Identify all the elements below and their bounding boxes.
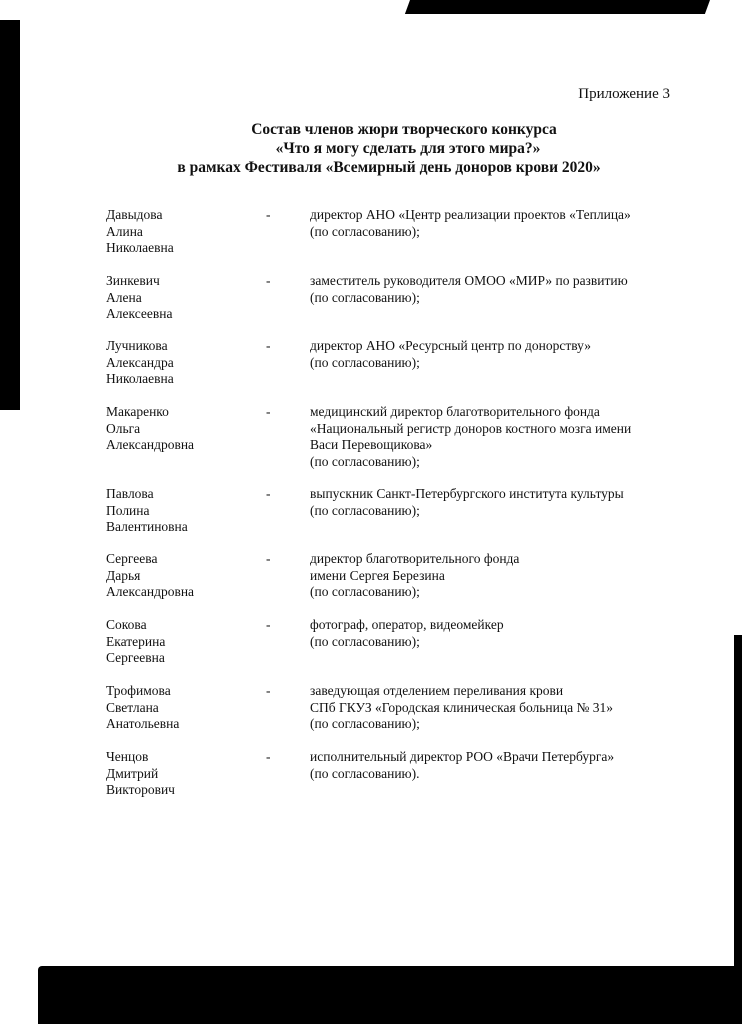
member-surname: Сергеева: [106, 551, 158, 566]
member-dash: -: [266, 338, 271, 353]
member-role: [310, 617, 680, 650]
member-name: [106, 683, 256, 733]
member-first-name: Ольга: [106, 420, 141, 436]
member-first-name: Дарья: [106, 567, 141, 583]
member-first-name: Екатерина: [106, 633, 166, 649]
title-line-2: «Что я могу сделать для этого мира?»: [275, 140, 541, 157]
member-role: [310, 551, 680, 601]
member-name: [106, 338, 256, 388]
member-role-line: (по согласованию);: [310, 502, 420, 518]
member-surname: Трофимова: [106, 683, 171, 698]
member-patronymic: Валентиновна: [106, 519, 188, 534]
member-dash: -: [266, 617, 271, 632]
title-line-1: Состав членов жюри творческого конкурса: [251, 121, 557, 138]
scan-edge-left: [0, 20, 20, 410]
member-first-name: Алина: [106, 223, 143, 239]
document-title: [0, 120, 742, 177]
member-name: [106, 486, 256, 536]
member-role-line: (по согласованию);: [310, 633, 420, 649]
appendix-label: Приложение 3: [578, 86, 670, 102]
member-role: [310, 486, 680, 519]
member-dash: -: [266, 749, 271, 764]
member-role-line: директор АНО «Ресурсный центр по донорству»: [310, 338, 592, 353]
scan-edge-top: [405, 0, 710, 14]
member-surname: Макаренко: [106, 404, 169, 419]
member-dash: -: [266, 683, 271, 698]
member-role: [310, 404, 680, 470]
member-patronymic: Николаевна: [106, 371, 174, 386]
member-patronymic: Сергеевна: [106, 650, 165, 665]
member-patronymic: Алексеевна: [106, 306, 173, 321]
member-name: [106, 404, 256, 454]
member-role-line: (по согласованию);: [310, 223, 420, 239]
member-role-line: заведующая отделением переливания крови: [310, 683, 564, 698]
member-role-line: директор благотворительного фонда: [310, 551, 520, 566]
member-surname: Павлова: [106, 486, 154, 501]
member-role-line: Васи Перевощикова»: [310, 437, 433, 452]
title-line-3: в рамках Фестиваля «Всемирный день доноров крови 2020»: [177, 159, 601, 176]
member-patronymic: Анатольевна: [106, 716, 180, 731]
member-patronymic: Александровна: [106, 437, 195, 452]
member-patronymic: Викторович: [106, 782, 175, 797]
member-role-line: директор АНО «Центр реализации проектов «Теплица»: [310, 207, 631, 222]
member-role-line: исполнительный директор РОО «Врачи Петербурга»: [310, 749, 615, 764]
member-name: [106, 617, 256, 667]
member-role: [310, 207, 680, 240]
member-name: [106, 207, 256, 257]
member-role-line: «Национальный регистр доноров костного мозга имени: [310, 420, 632, 436]
member-surname: Зинкевич: [106, 273, 160, 288]
member-first-name: Дмитрий: [106, 765, 159, 781]
member-first-name: Полина: [106, 502, 150, 518]
scan-edge-right: [734, 635, 742, 975]
member-role-line: заместитель руководителя ОМОО «МИР» по развитию: [310, 273, 628, 288]
member-role-line: (по согласованию).: [310, 765, 420, 781]
member-dash: -: [266, 486, 271, 501]
member-first-name: Алена: [106, 289, 142, 305]
member-role-line: СПб ГКУЗ «Городская клиническая больница № 31»: [310, 699, 613, 715]
member-surname: Ченцов: [106, 749, 149, 764]
member-role-line: (по согласованию);: [310, 453, 420, 469]
member-role-line: выпускник Санкт-Петербургского института культуры: [310, 486, 624, 501]
member-surname: Давыдова: [106, 207, 163, 222]
member-surname: Сокова: [106, 617, 147, 632]
scan-edge-bottom: [38, 966, 742, 1024]
member-role-line: медицинский директор благотворительного фонда: [310, 404, 600, 419]
member-dash: -: [266, 273, 271, 288]
member-role-line: (по согласованию);: [310, 584, 420, 599]
member-patronymic: Николаевна: [106, 240, 174, 255]
member-first-name: Александра: [106, 354, 174, 370]
member-dash: -: [266, 207, 271, 222]
member-first-name: Светлана: [106, 699, 159, 715]
member-name: [106, 551, 256, 601]
member-role: [310, 683, 680, 733]
member-name: [106, 749, 256, 799]
member-role-line: (по согласованию);: [310, 716, 420, 731]
member-role-line: имени Сергея Березина: [310, 567, 445, 583]
member-name: [106, 273, 256, 323]
member-role-line: (по согласованию);: [310, 289, 420, 305]
member-patronymic: Александровна: [106, 584, 195, 599]
member-dash: -: [266, 551, 271, 566]
member-role-line: фотограф, оператор, видеомейкер: [310, 617, 504, 632]
member-role: [310, 273, 680, 306]
member-dash: -: [266, 404, 271, 419]
member-role: [310, 338, 680, 371]
member-role: [310, 749, 680, 782]
member-role-line: (по согласованию);: [310, 354, 420, 370]
member-surname: Лучникова: [106, 338, 168, 353]
